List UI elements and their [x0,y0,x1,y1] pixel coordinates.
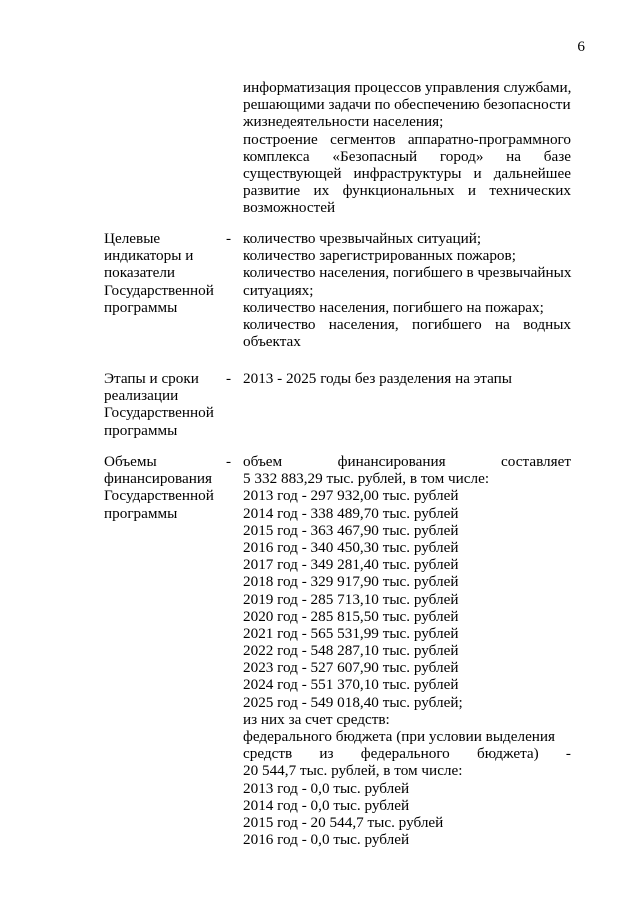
label-line: программы [104,504,178,522]
text-line: 2016 год - 0,0 тыс. рублей [243,831,410,849]
text-line: количество населения, погибшего в чрезвычайных [243,264,572,282]
text-line: количество населения, погибшего на водных [243,315,571,333]
label-line: Этапы и сроки [104,370,199,387]
text-line: федерального бюджета (при условии выделения [243,728,556,745]
text-line: 2016 год - 340 450,30 тыс. рублей [243,538,459,556]
page-number: 6 [577,38,585,55]
text-line: количество чрезвычайных ситуаций; [243,230,482,247]
text-line: 2013 год - 297 932,00 тыс. рублей [243,487,459,505]
label-line: Государственной [104,404,214,422]
section-label [104,370,226,439]
label-line: программы [104,421,178,439]
label-line: Государственной [104,281,214,299]
text-line: 2017 год - 349 281,40 тыс. рублей [243,556,459,574]
text-line: 2013 год - 0,0 тыс. рублей [243,779,410,797]
continuation-text [243,79,571,217]
text-line: развитие их функциональных и технических [243,182,571,200]
text-line: 2013 - 2025 годы без разделения на этапы [243,370,512,387]
text-line: информатизация процессов управления службами, [243,79,572,96]
section-label [104,230,226,316]
text-line: 2024 год - 551 370,10 тыс. рублей [243,676,459,694]
text-line: 2014 год - 338 489,70 тыс. рублей [243,504,459,522]
text-line: 2020 год - 285 815,50 тыс. рублей [243,607,459,625]
text-line: объем финансирования составляет [243,453,571,470]
label-line: финансирования [104,470,212,488]
text-line: 2015 год - 363 467,90 тыс. рублей [243,521,459,539]
label-line: программы [104,298,178,316]
text-line: 2015 год - 20 544,7 тыс. рублей [243,813,444,831]
text-line: построение сегментов аппаратно-программного [243,130,571,148]
label-line: Целевые [104,230,161,247]
text-line: ситуациях; [243,281,314,299]
text-line: средств из федерального бюджета) - [243,745,571,763]
text-line: 2023 год - 527 607,90 тыс. рублей [243,659,459,677]
label-line: реализации [104,387,179,405]
text-line: 2025 год - 549 018,40 тыс. рублей; [243,693,463,711]
section-dash: - [226,453,232,470]
section-label [104,453,226,522]
text-line: количество зарегистрированных пожаров; [243,247,516,265]
text-line: 2021 год - 565 531,99 тыс. рублей [243,624,459,642]
text-line: решающими задачи по обеспечению безопасности [243,96,571,114]
text-line: жизнедеятельности населения; [243,113,444,131]
label-line: показатели [104,264,176,282]
text-line: 2018 год - 329 917,90 тыс. рублей [243,573,459,591]
text-line: существующей инфраструктуры и дальнейшее [243,164,571,182]
section-content [243,453,571,848]
section-content [243,370,571,387]
text-line: из них за счет средств: [243,710,390,728]
label-line: Государственной [104,487,214,505]
text-line: возможностей [243,199,336,217]
section-dash: - [226,370,232,387]
text-line: комплекса «Безопасный город» на базе [243,147,571,165]
section-content [243,230,571,350]
text-line: 20 544,7 тыс. рублей, в том числе: [243,762,463,780]
label-line: Объемы [104,453,157,470]
text-line: 5 332 883,29 тыс. рублей, в том числе: [243,470,490,488]
text-line: 2014 год - 0,0 тыс. рублей [243,796,410,814]
label-line: индикаторы и [104,247,194,265]
text-line: объектах [243,333,301,351]
text-line: количество населения, погибшего на пожарах; [243,298,544,316]
text-line: 2022 год - 548 287,10 тыс. рублей [243,642,459,660]
text-line: 2019 год - 285 713,10 тыс. рублей [243,590,459,608]
section-dash: - [226,230,232,247]
